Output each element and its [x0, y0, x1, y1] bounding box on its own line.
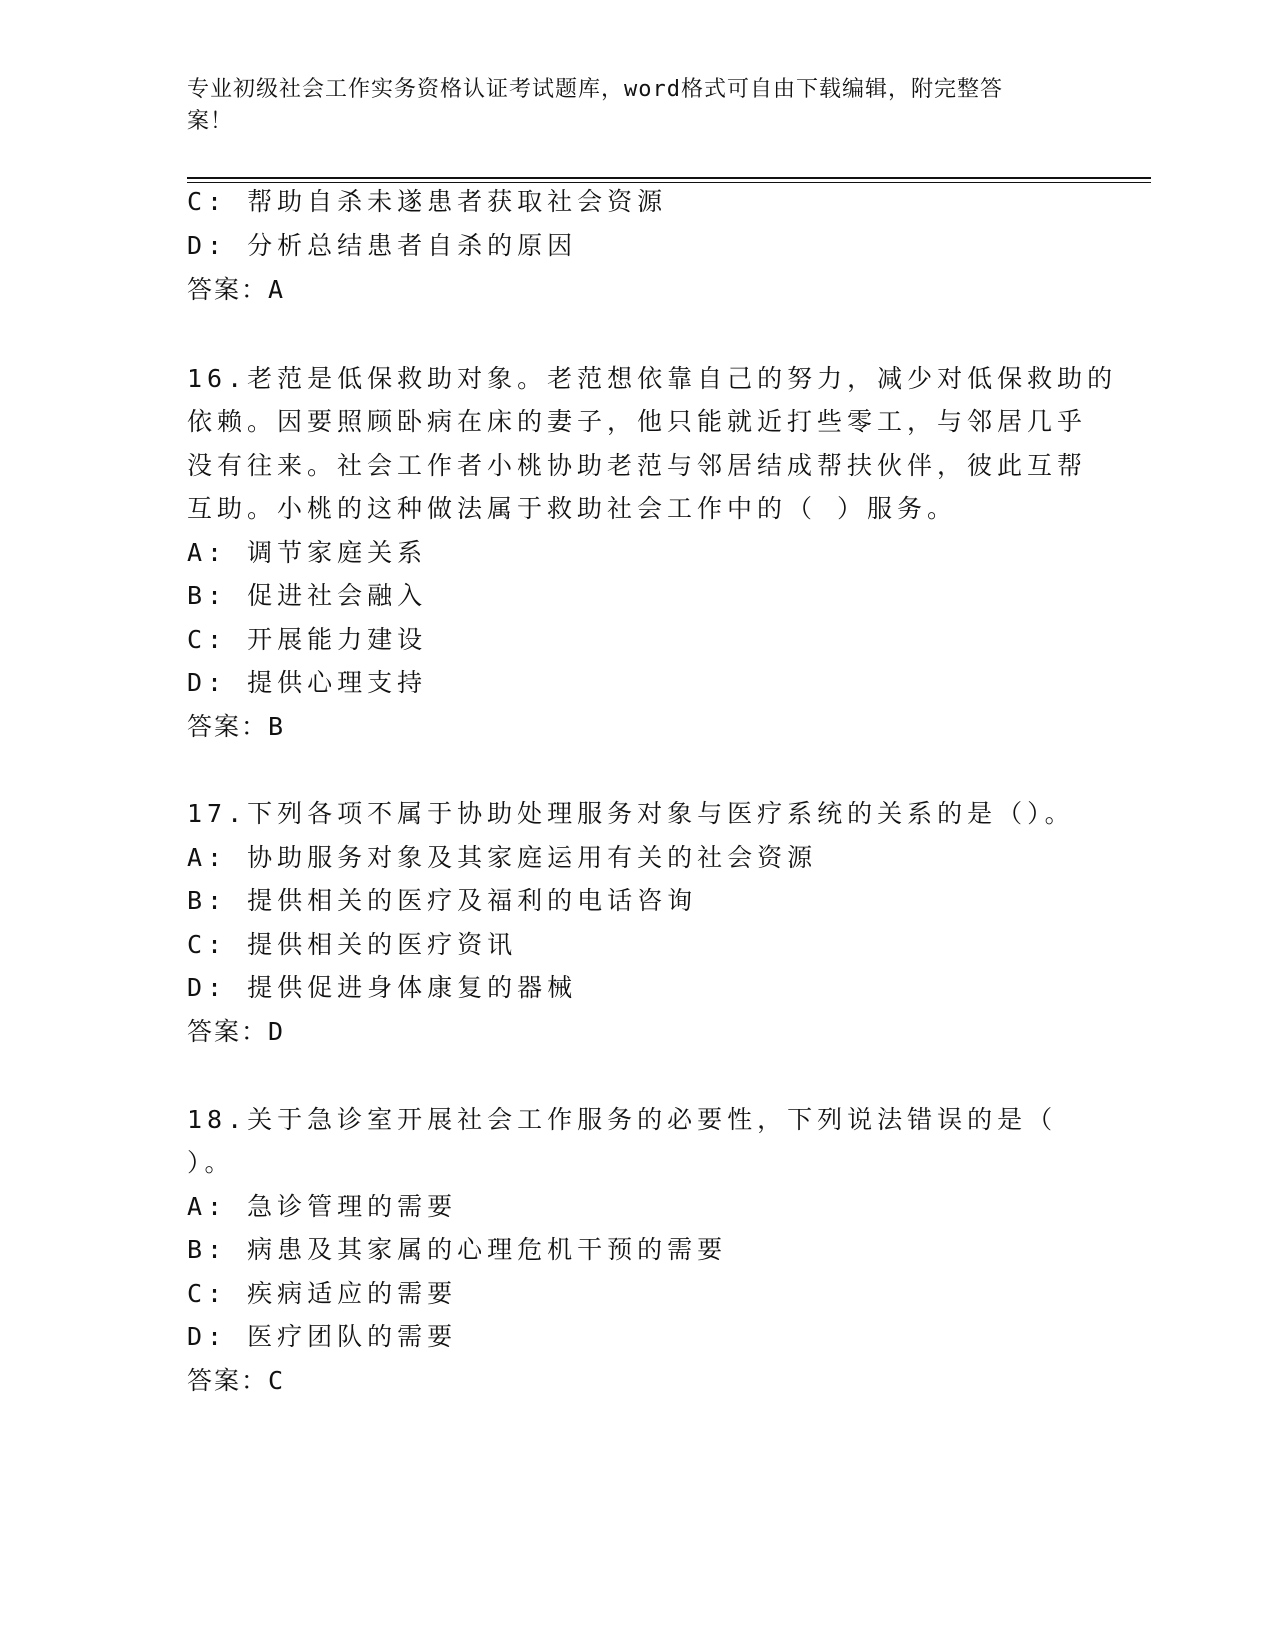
q15-option-d: D: 分析总结患者自杀的原因 — [187, 231, 578, 260]
q18-option-d: D: 医疗团队的需要 — [187, 1322, 458, 1351]
q16-option-a: A: 调节家庭关系 — [187, 538, 428, 567]
q16-option-c: C: 开展能力建设 — [187, 625, 428, 654]
q15-answer: 答案：A — [187, 275, 286, 304]
q18-option-a: A: 急诊管理的需要 — [187, 1192, 458, 1221]
q18-option-c: C: 疾病适应的需要 — [187, 1279, 458, 1308]
q16-stem-line-1: 16.老范是低保救助对象。老范想依靠自己的努力，减少对低保救助的 — [187, 364, 1118, 393]
q16-stem-line-3: 没有往来。社会工作者小桃协助老范与邻居结成帮扶伙伴，彼此互帮 — [187, 451, 1088, 480]
q17-option-b: B: 提供相关的医疗及福利的电话咨询 — [187, 886, 698, 915]
q18-option-b: B: 病患及其家属的心理危机干预的需要 — [187, 1235, 728, 1264]
header-divider-thin — [187, 182, 1151, 183]
q17-answer: 答案：D — [187, 1017, 286, 1046]
q17-option-c: C: 提供相关的医疗资讯 — [187, 930, 518, 959]
header-line-2: 案！ — [187, 109, 234, 134]
q17-stem: 17.下列各项不属于协助处理服务对象与医疗系统的关系的是（）。 — [187, 799, 1075, 828]
header-line-1: 专业初级社会工作实务资格认证考试题库，word格式可自由下载编辑，附完整答 — [187, 77, 1003, 102]
q17-option-a: A: 协助服务对象及其家庭运用有关的社会资源 — [187, 843, 818, 872]
q18-stem-line-1: 18.关于急诊室开展社会工作服务的必要性，下列说法错误的是（ — [187, 1105, 1058, 1134]
q18-stem-line-2: ）。 — [187, 1148, 235, 1177]
document-header — [187, 74, 1067, 138]
q16-stem-line-4: 互助。小桃的这种做法属于救助社会工作中的（ ）服务。 — [187, 494, 958, 523]
q16-answer: 答案：B — [187, 712, 286, 741]
header-divider-thick — [187, 177, 1151, 179]
q16-option-b: B: 促进社会融入 — [187, 581, 428, 610]
q17-option-d: D: 提供促进身体康复的器械 — [187, 973, 578, 1002]
q15-option-c: C: 帮助自杀未遂患者获取社会资源 — [187, 187, 668, 216]
q16-option-d: D: 提供心理支持 — [187, 668, 428, 697]
q18-answer: 答案：C — [187, 1366, 286, 1395]
q16-stem-line-2: 依赖。因要照顾卧病在床的妻子，他只能就近打些零工，与邻居几乎 — [187, 407, 1088, 436]
